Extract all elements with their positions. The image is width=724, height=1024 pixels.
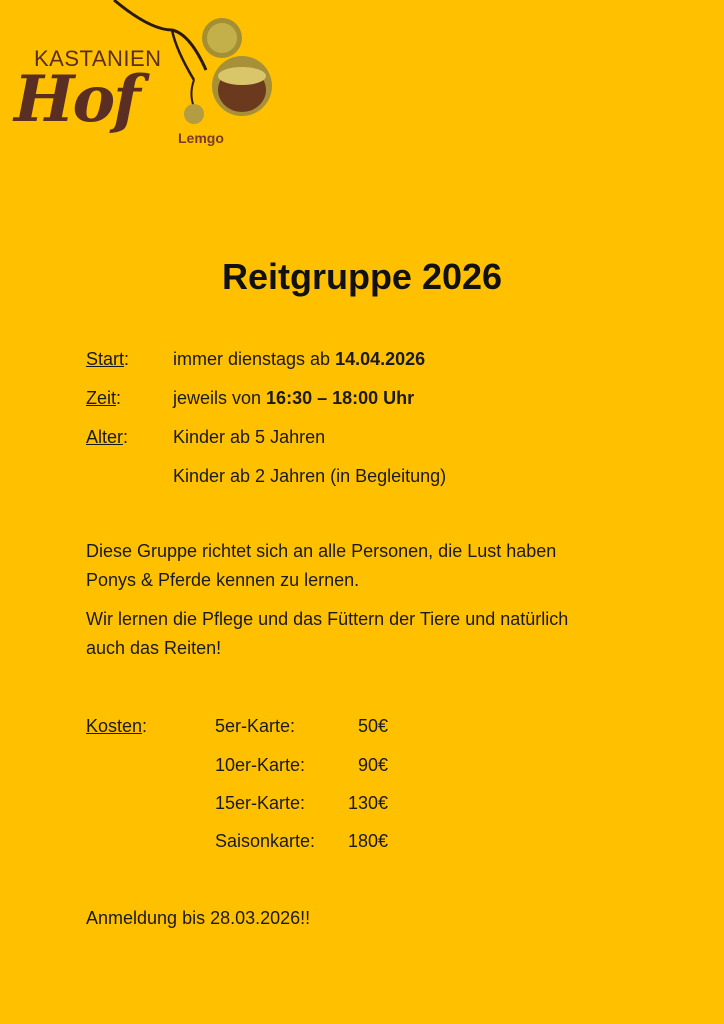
logo-hof-text: Hof (14, 62, 139, 137)
start-label: Start: (86, 349, 130, 369)
cost-price: 130€ (347, 793, 388, 813)
alter-value-1: Kinder ab 5 Jahren (173, 427, 326, 447)
logo-kastanien-text: KASTANIEN (34, 46, 162, 71)
alter-label: Alter: (86, 427, 129, 447)
cost-name: 5er-Karte: (215, 716, 296, 736)
cost-name: 10er-Karte: (215, 755, 306, 775)
cost-price: 180€ (347, 831, 388, 851)
cost-name: Saisonkarte: (215, 831, 316, 851)
description-paragraph-1: Diese Gruppe richtet sich an alle Personen, die Lust haben Ponys & Pferde kennen zu lernen. (86, 541, 557, 590)
cost-price: 50€ (357, 716, 388, 736)
cost-price: 90€ (357, 755, 388, 775)
logo-location: Lemgo (178, 130, 224, 146)
anmeldung-deadline: Anmeldung bis 28.03.2026!! (86, 908, 311, 928)
cost-name: 15er-Karte: (215, 793, 306, 813)
zeit-label: Zeit: (86, 388, 122, 408)
alter-value-2: Kinder ab 2 Jahren (in Begleitung) (173, 466, 447, 486)
zeit-time: 16:30 – 18:00 Uhr (266, 388, 415, 408)
logo (0, 0, 290, 160)
zeit-value: jeweils von 16:30 – 18:00 Uhr (173, 388, 415, 408)
page-title: Reitgruppe 2026 (221, 256, 503, 297)
start-value: immer dienstags ab 14.04.2026 (173, 349, 426, 369)
start-date: 14.04.2026 (335, 349, 426, 369)
description-paragraph-2: Wir lernen die Pflege und das Füttern der Tiere und natürlich auch das Reiten! (86, 609, 569, 658)
